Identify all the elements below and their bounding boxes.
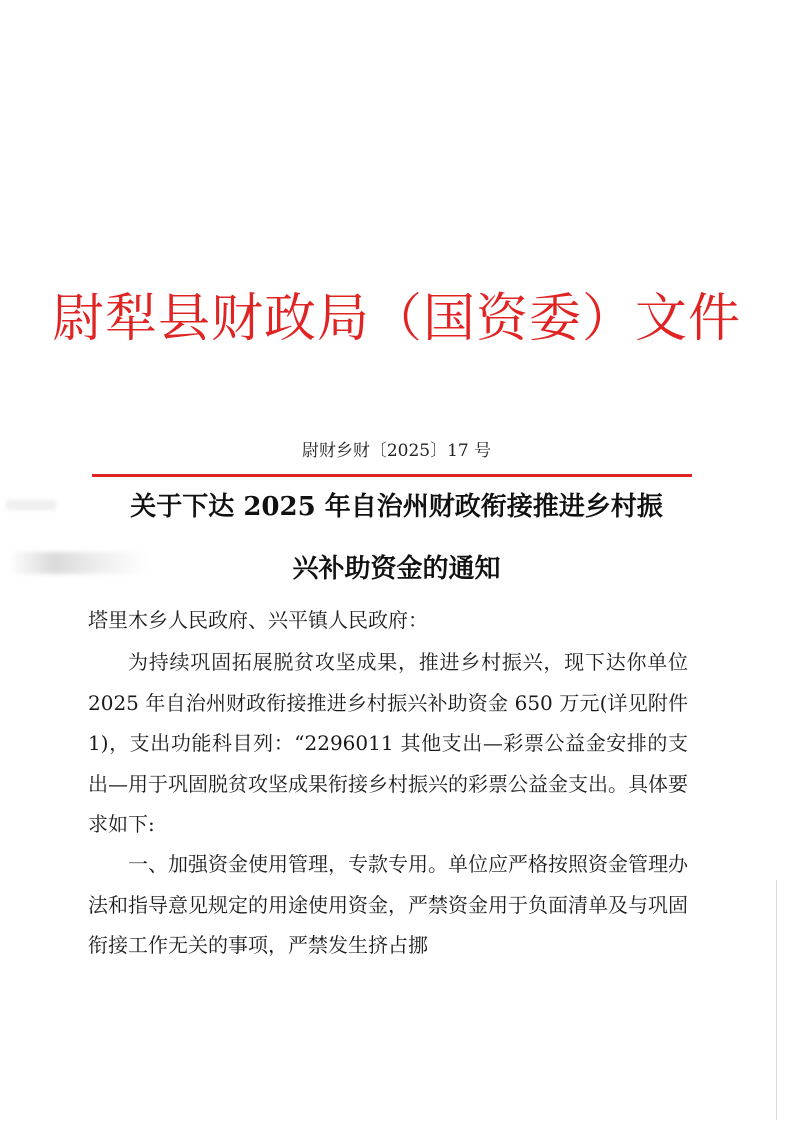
document-number: 尉财乡财〔2025〕17 号 bbox=[301, 441, 492, 461]
red-divider-line bbox=[92, 474, 692, 477]
body-paragraph-1: 为持续巩固拓展脱贫攻坚成果，推进乡村振兴，现下达你单位 2025 年自治州财政衔接推进乡村振兴补助资金 650 万元(详见附件 1)，支出功能科目列：“2296011 其他支出—彩票公益金安排的支出—用于巩固脱贫攻坚成果衔接乡村振兴的彩票公益金支出。具体要求如下: bbox=[88, 650, 688, 836]
notice-title-line-1: 关于下达 2025 年自治州财政衔接推进乡村振 bbox=[130, 492, 663, 522]
organization-header: 尉犁县财政局（国资委）文件 bbox=[51, 289, 741, 349]
body-paragraph-2: 一、加强资金使用管理，专款专用。单位应严格按照资金管理办法和指导意见规定的用途使用资金，严禁资金用于负面清单及与巩固衔接工作无关的事项，严禁发生挤占挪 bbox=[88, 852, 688, 957]
notice-title-line-2: 兴补助资金的通知 bbox=[292, 554, 501, 584]
scan-edge-line bbox=[776, 880, 777, 1120]
salutation: 塔里木乡人民政府、兴平镇人民政府： bbox=[88, 608, 428, 632]
